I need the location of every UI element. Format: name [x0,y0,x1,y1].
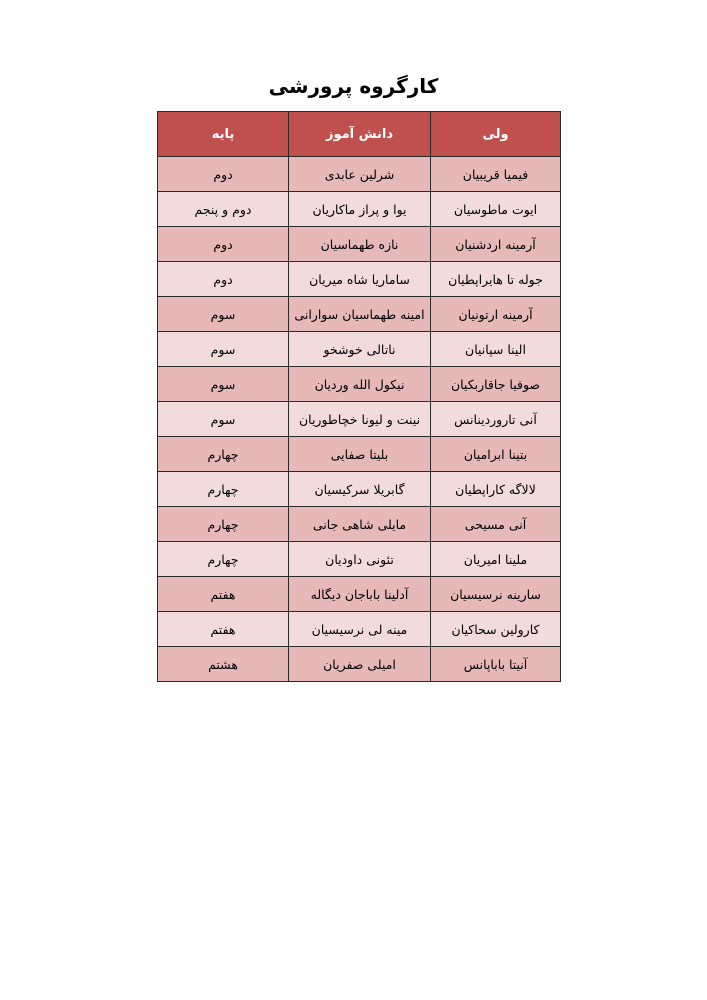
table-row [158,367,561,402]
cell-student: نیکول الله وردیان [289,367,431,402]
cell-grade: هشتم [158,647,289,682]
cell-grade: چهارم [158,542,289,577]
cell-grade: دوم [158,262,289,297]
cell-student: آدلینا باباجان دیگاله [289,577,431,612]
cell-grade: چهارم [158,437,289,472]
header-parent: ولی [431,112,561,157]
cell-parent: جوله تا هایراپطیان [431,262,561,297]
cell-student: گابریلا سرکیسیان [289,472,431,507]
table-row [158,472,561,507]
cell-parent: ایوت ماطوسیان [431,192,561,227]
cell-student: تئونی داودیان [289,542,431,577]
header-student: دانش آموز [289,112,431,157]
cell-student: امینه طهماسیان سوارانی [289,297,431,332]
cell-grade: سوم [158,332,289,367]
table-row [158,612,561,647]
cell-grade: دوم [158,157,289,192]
cell-parent: آرمینه اردشنیان [431,227,561,262]
cell-grade: سوم [158,402,289,437]
cell-parent: آنی تاروردینانس [431,402,561,437]
cell-parent: آنیتا باباپانس [431,647,561,682]
table-row [158,647,561,682]
cell-student: یوا و پراز ماکاریان [289,192,431,227]
cell-grade: چهارم [158,472,289,507]
cell-parent: سارینه نرسیسیان [431,577,561,612]
cell-student: امیلی صفریان [289,647,431,682]
cell-grade: دوم [158,227,289,262]
cell-parent: لالاگه کاراپطیان [431,472,561,507]
table-row [158,542,561,577]
cell-grade: دوم و پنجم [158,192,289,227]
page-title: کارگروه پرورشی [268,74,439,98]
cell-parent: آنی مسیحی [431,507,561,542]
table-row [158,192,561,227]
cell-grade: سوم [158,367,289,402]
table-row [158,297,561,332]
cell-parent: فیمیا قریبیان [431,157,561,192]
cell-parent: صوفیا جاقاربکیان [431,367,561,402]
table-row [158,402,561,437]
table-row [158,437,561,472]
header-grade: پایه [158,112,289,157]
table-header-row [158,112,561,157]
cell-parent: آرمینه ارتونیان [431,297,561,332]
cell-student: ساماریا شاه میریان [289,262,431,297]
table-row [158,227,561,262]
cell-parent: الینا سپانیان [431,332,561,367]
cell-grade: هفتم [158,577,289,612]
cell-parent: کارولین سحاکیان [431,612,561,647]
table-body [158,157,561,682]
cell-grade: هفتم [158,612,289,647]
cell-student: بلیتا صفایی [289,437,431,472]
table-row [158,262,561,297]
cell-grade: سوم [158,297,289,332]
cell-student: نازه طهماسیان [289,227,431,262]
cell-parent: بتینا ابرامیان [431,437,561,472]
table-row [158,157,561,192]
cell-student: شرلین عابدی [289,157,431,192]
cell-student: مینه لی نرسیسیان [289,612,431,647]
cell-student: نینت و لیونا خچاطوریان [289,402,431,437]
cell-student: ناتالی خوشخو [289,332,431,367]
cell-student: مایلی شاهی جانی [289,507,431,542]
table-row [158,332,561,367]
table-row [158,577,561,612]
roster-table [157,111,561,682]
table-row [158,507,561,542]
cell-grade: چهارم [158,507,289,542]
cell-parent: ملینا امیریان [431,542,561,577]
